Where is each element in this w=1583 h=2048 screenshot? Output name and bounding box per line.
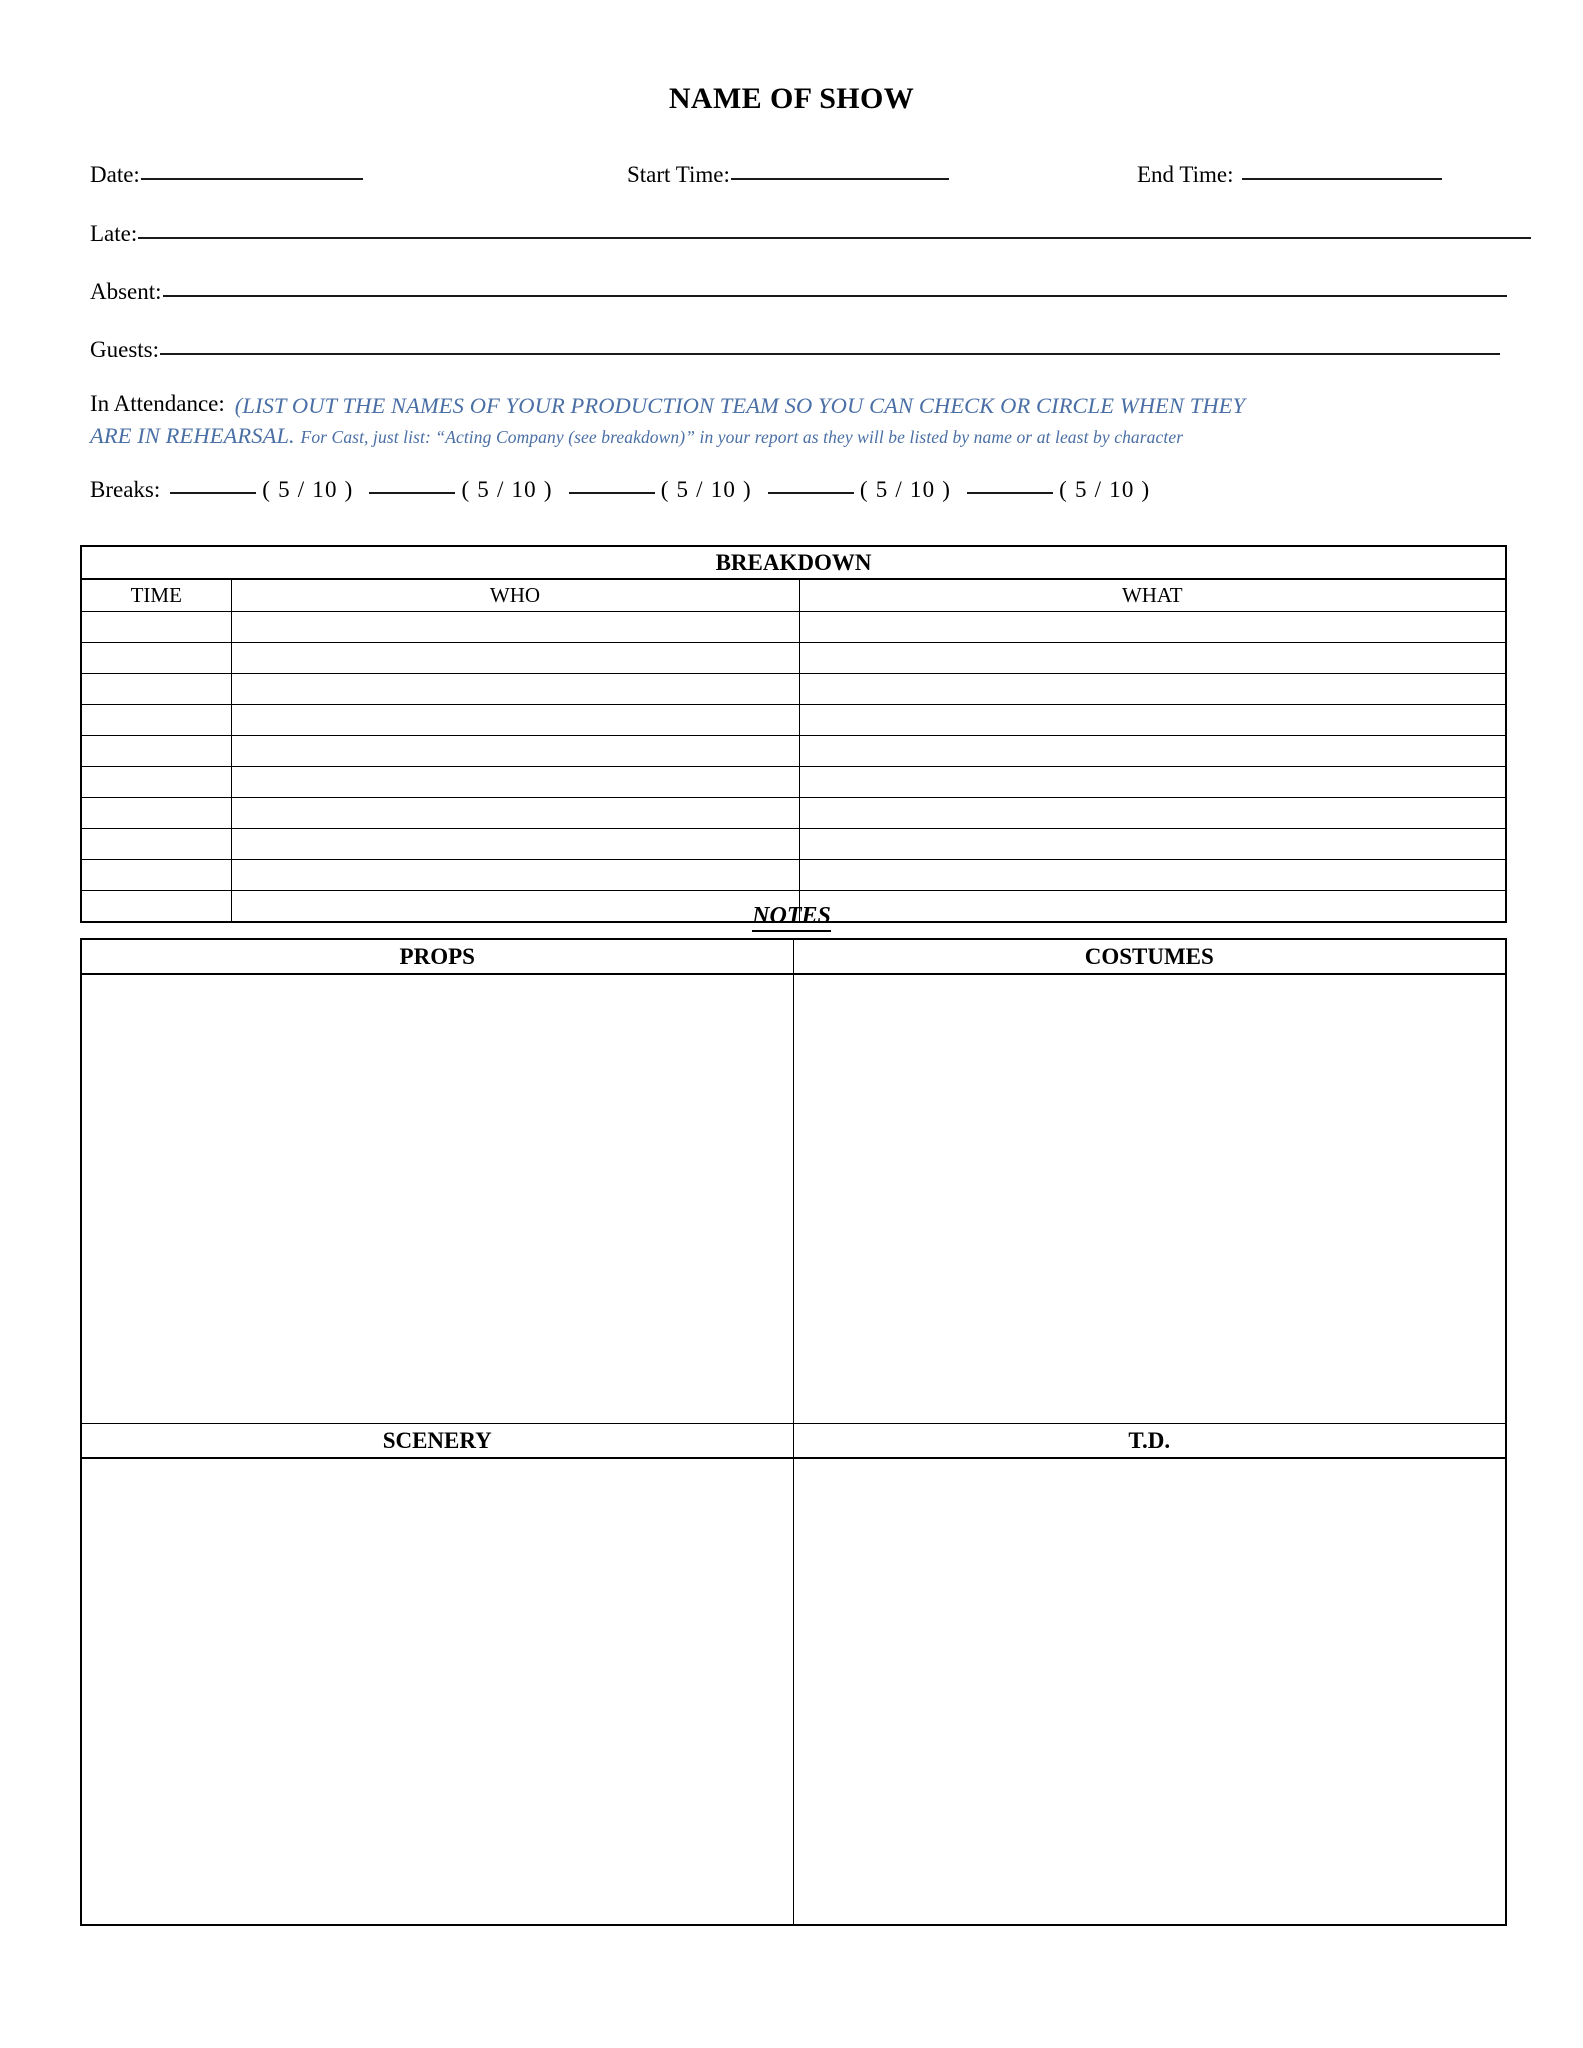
- table-row: [81, 829, 1506, 860]
- break-count-4: ( 5 / 10 ): [859, 477, 952, 502]
- props-label: PROPS: [81, 939, 793, 974]
- props-area[interactable]: [81, 974, 793, 1424]
- table-row: [81, 736, 1506, 767]
- breakdown-cell-who[interactable]: [231, 798, 799, 829]
- breakdown-cell-time[interactable]: [81, 705, 231, 736]
- in-attendance-instructions-line1: (LIST OUT THE NAMES OF YOUR PRODUCTION TEAM SO YOU CAN CHECK OR CIRCLE WHEN THEY: [234, 393, 1246, 418]
- late-field-row: [90, 222, 1531, 245]
- guests-label: Guests:: [90, 337, 159, 362]
- late-label: Late:: [90, 221, 138, 246]
- breakdown-cell-who[interactable]: [231, 674, 799, 705]
- absent-label: Absent:: [90, 279, 162, 304]
- break-input-2[interactable]: [369, 491, 455, 494]
- break-count-3: ( 5 / 10 ): [660, 477, 752, 502]
- breakdown-cell-what[interactable]: [799, 829, 1506, 860]
- breakdown-cell-who[interactable]: [231, 705, 799, 736]
- break-count-5: ( 5 / 10 ): [1059, 477, 1151, 502]
- breakdown-cell-what[interactable]: [799, 860, 1506, 891]
- scenery-label: SCENERY: [81, 1424, 793, 1459]
- breakdown-cell-who[interactable]: [231, 829, 799, 860]
- table-row: [81, 674, 1506, 705]
- notes-heading: [0, 903, 1583, 930]
- in-attendance-instructions-line2-rest: For Cast, just list: “Acting Company (see breakdown)” in your report as they will be listed by name or at least by character: [300, 426, 1184, 447]
- td-label: T.D.: [793, 1424, 1506, 1459]
- start-time-label: Start Time:: [627, 162, 730, 187]
- guests-input[interactable]: [160, 352, 1500, 355]
- costumes-label: COSTUMES: [793, 939, 1506, 974]
- breakdown-cell-what[interactable]: [799, 736, 1506, 767]
- break-input-5[interactable]: [967, 491, 1053, 494]
- break-count-2: ( 5 / 10 ): [461, 477, 553, 502]
- date-input[interactable]: [141, 177, 363, 180]
- td-area[interactable]: [793, 1458, 1506, 1925]
- breakdown-cell-what[interactable]: [799, 705, 1506, 736]
- breakdown-col-who: WHO: [231, 579, 799, 612]
- absent-field-row: [90, 280, 1507, 303]
- breakdown-cell-time[interactable]: [81, 767, 231, 798]
- break-count-1: ( 5 / 10 ): [262, 477, 354, 502]
- start-time-input[interactable]: [731, 177, 949, 180]
- breaks-row: [90, 477, 1160, 503]
- table-row: [81, 643, 1506, 674]
- table-row: [81, 705, 1506, 736]
- breakdown-table: [80, 545, 1507, 923]
- page-title: NAME OF SHOW: [668, 82, 915, 115]
- breakdown-cell-who[interactable]: [231, 643, 799, 674]
- in-attendance-instructions-line2-caps: ARE IN REHEARSAL.: [90, 422, 295, 448]
- notes-body-row-bottom: [81, 1458, 1506, 1925]
- start-time-field-row: [627, 163, 949, 186]
- breakdown-cell-time[interactable]: [81, 860, 231, 891]
- table-row: [81, 612, 1506, 643]
- costumes-area[interactable]: [793, 974, 1506, 1424]
- end-time-field-row: [1137, 163, 1442, 186]
- break-input-3[interactable]: [569, 491, 655, 494]
- notes-header-row-top: [81, 939, 1506, 974]
- in-attendance-block: [90, 391, 1530, 451]
- breakdown-cell-time[interactable]: [81, 612, 231, 643]
- table-row: [81, 767, 1506, 798]
- breakdown-cell-time[interactable]: [81, 736, 231, 767]
- breakdown-cell-what[interactable]: [799, 798, 1506, 829]
- breakdown-cell-who[interactable]: [231, 860, 799, 891]
- breakdown-col-what: WHAT: [799, 579, 1506, 612]
- date-label: Date:: [90, 162, 140, 187]
- breakdown-cell-what[interactable]: [799, 612, 1506, 643]
- breakdown-cell-time[interactable]: [81, 643, 231, 674]
- breakdown-cell-time[interactable]: [81, 674, 231, 705]
- end-time-input[interactable]: [1242, 177, 1442, 180]
- breakdown-col-time: TIME: [81, 579, 231, 612]
- end-time-label: End Time:: [1137, 162, 1234, 187]
- breakdown-cell-time[interactable]: [81, 798, 231, 829]
- in-attendance-instructions: [90, 393, 1530, 451]
- breakdown-cell-time[interactable]: [81, 829, 231, 860]
- breakdown-cell-what[interactable]: [799, 767, 1506, 798]
- notes-heading-text: NOTES: [752, 903, 831, 932]
- break-input-4[interactable]: [768, 491, 854, 494]
- breakdown-cell-who[interactable]: [231, 612, 799, 643]
- breakdown-title: BREAKDOWN: [81, 546, 1506, 579]
- late-input[interactable]: [138, 236, 1531, 239]
- table-row: [81, 798, 1506, 829]
- breakdown-cell-who[interactable]: [231, 767, 799, 798]
- table-row: [81, 860, 1506, 891]
- absent-input[interactable]: [163, 294, 1507, 297]
- notes-header-row-bottom: [81, 1424, 1506, 1459]
- breakdown-header-row: [81, 579, 1506, 612]
- scenery-area[interactable]: [81, 1458, 793, 1925]
- breakdown-cell-who[interactable]: [231, 736, 799, 767]
- break-input-1[interactable]: [170, 491, 256, 494]
- date-field-row: [90, 163, 363, 186]
- in-attendance-label: In Attendance:: [90, 391, 225, 416]
- breakdown-cell-what[interactable]: [799, 674, 1506, 705]
- breaks-label: Breaks:: [90, 477, 161, 502]
- notes-body-row-top: [81, 974, 1506, 1424]
- notes-table: [80, 938, 1507, 1926]
- breakdown-cell-what[interactable]: [799, 643, 1506, 674]
- guests-field-row: [90, 338, 1500, 361]
